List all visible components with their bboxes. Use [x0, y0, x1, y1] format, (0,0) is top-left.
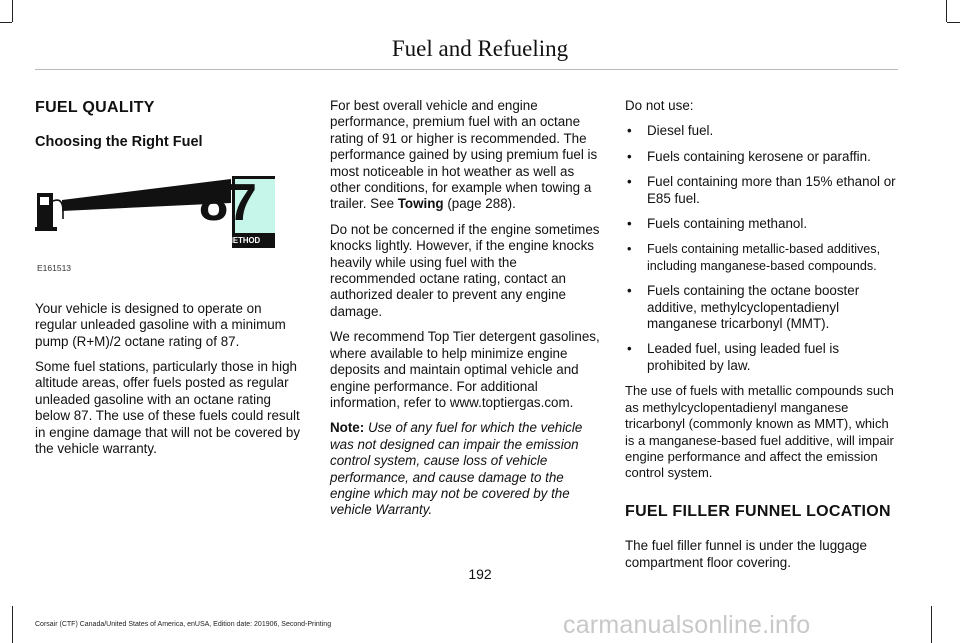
paragraph: Your vehicle is designed to operate on regular unleaded gasoline with a minimum pump (R+M)/2 octane rating of 87.: [35, 300, 286, 349]
page-number: 192: [468, 566, 492, 582]
paragraph: Some fuel stations, particularly those in high altitude areas, offer fuels posted as regular unleaded gasoline with an octane rating below 87. The use of these fuels could result in engine damage that will not be covered by the vehicle warranty.: [35, 359, 301, 457]
list-item: • Fuels containing metallic-based additives, including manganese-based compounds.: [625, 241, 897, 274]
paragraph: Do not use:: [625, 98, 694, 113]
section-heading: FUEL FILLER FUNNEL LOCATION: [625, 502, 891, 520]
fuel-pump-icon: [35, 193, 63, 231]
paragraph: The use of fuels with metallic compounds such as methylcyclopentadienyl manganese tricarbonyl (commonly known as MMT), which is a manganese-based fuel additive, will impair engine performance and affect the emission control system.: [625, 383, 894, 481]
figure-code: E161513: [37, 263, 72, 274]
crop-mark: [931, 606, 932, 643]
paragraph: Do not be concerned if the engine sometimes knocks lightly. However, if the engine knocks heavily while using fuel with the recommended octane rating, contact an authorized dealer to prevent any engine damage.: [330, 221, 600, 319]
do-not-use-list: [625, 123, 897, 374]
paragraph: [330, 98, 602, 213]
subsection-heading: Choosing the Right Fuel: [35, 134, 203, 151]
towing-link[interactable]: Towing: [397, 196, 444, 212]
list-item: • Fuels containing methanol.: [625, 216, 897, 232]
list-item: • Fuel containing more than 15% ethanol or E85 fuel.: [625, 174, 897, 207]
note-text: Use of any fuel for which the vehicle was not designed can impair the emission control system, cause loss of vehicle performance, and cause damage to the engine which may not be covered by the vehicle Warranty.: [330, 420, 583, 518]
note: [330, 420, 602, 518]
page-title: Fuel and Refueling: [391, 36, 569, 61]
list-item: • Diesel fuel.: [625, 123, 897, 139]
footer-edition: Corsair (CTF) Canada/United States of America, enUSA, Edition date: 201906, Second-Printing: [35, 621, 332, 628]
octane-figure: [35, 173, 275, 273]
list-item: • Leaded fuel, using leaded fuel is prohibited by law.: [625, 341, 897, 374]
crop-mark: [12, 606, 13, 643]
crop-mark: [0, 22, 12, 23]
crop-mark: [946, 0, 947, 22]
list-item: • Fuels containing kerosene or paraffin.: [625, 149, 897, 165]
octane-method: (R+M)/2 METHOD: [195, 235, 261, 245]
note-label: Note:: [330, 420, 365, 436]
paragraph: The fuel filler funnel is under the luggage compartment floor covering.: [625, 538, 867, 570]
middle-column: [330, 98, 602, 528]
crop-mark: [12, 0, 13, 22]
paragraph: We recommend Top Tier detergent gasolines, where available to help minimize engine deposits and maintain optimal vehicle and engine performance. For additional information, refer to www.toptiergas.com.: [330, 329, 600, 410]
text: For best overall vehicle and engine performance, premium fuel with an octane rating of 91 or higher is recommended. The performance gained by using premium fuel is most noticeable in hot weather as well as other conditions, for example when towing a trailer. See: [330, 98, 598, 212]
octane-number: 87: [199, 173, 257, 232]
header-divider: [35, 69, 898, 70]
crop-mark: [947, 22, 960, 23]
left-column: [35, 94, 305, 466]
list-item: • Fuels containing the octane booster additive, methylcyclopentadienyl manganese tricarbonyl (MMT).: [625, 283, 897, 332]
right-column: [625, 98, 897, 580]
section-heading: FUEL QUALITY: [35, 99, 155, 116]
watermark: carmanualsonline.info: [563, 611, 811, 639]
text: (page 288).: [443, 196, 516, 212]
